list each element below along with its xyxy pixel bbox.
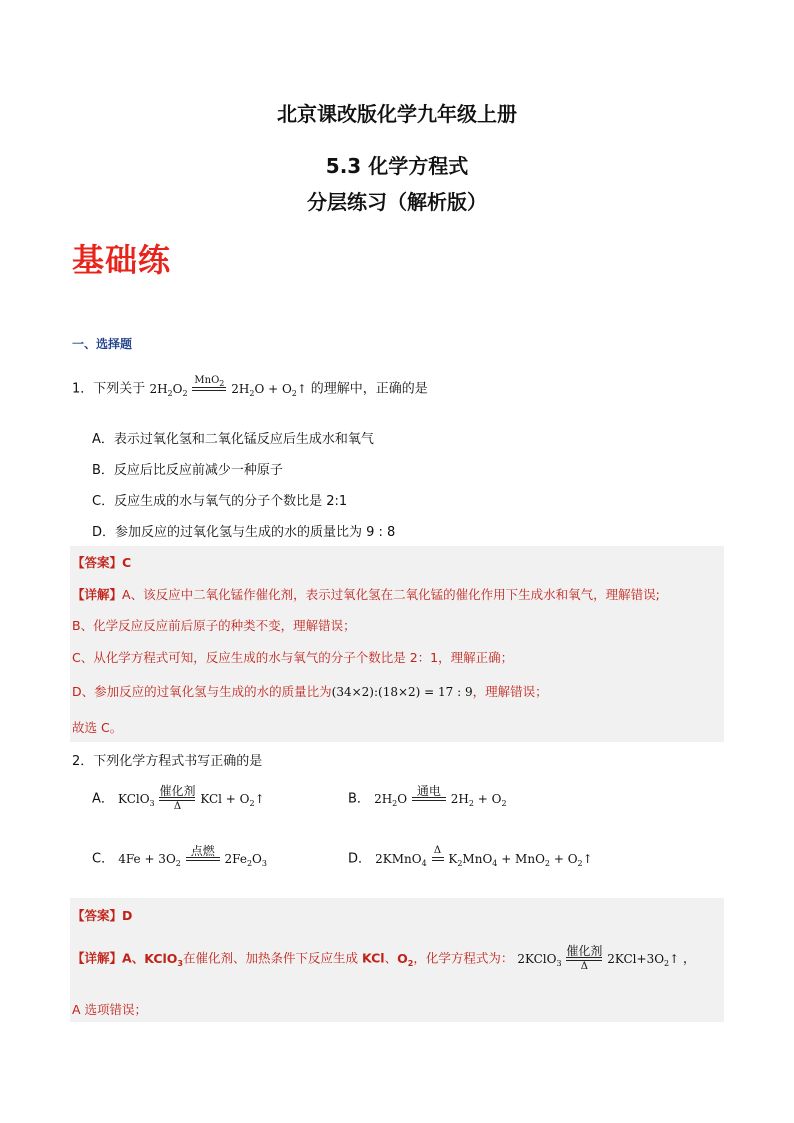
answer-value: C xyxy=(122,555,132,570)
option-c[interactable]: C．反应生成的水与氧气的分子个数比是 2:1 xyxy=(92,494,348,509)
option-2d[interactable]: D． 2KMnO$_4$ Δ $K_2MnO_4 + MnO_2$ + $O_2↑$ xyxy=(348,845,593,868)
detail-conclusion: 故选 C。 xyxy=(72,720,123,735)
document-title: 北京课改版化学九年级上册 xyxy=(277,102,517,126)
answer-line-2: 【答案】D xyxy=(72,908,133,923)
mass-ratio: (34×2):(18×2) = 17 : 9 xyxy=(331,685,473,699)
answer-value-2: D xyxy=(122,908,133,923)
detail-2-line-a: 【详解】A、KClO$_3$在催化剂、加热条件下反应生成 KCl、$O_2$，化学方程式为： 2KClO$_3$ 催化剂 Δ $2KCl+3O_2↑$ ， xyxy=(72,944,696,972)
question-suffix: 的理解中，正确的是 xyxy=(310,381,428,397)
question-type-heading: 一、选择题 xyxy=(72,337,133,351)
option-d[interactable]: D．参加反应的过氧化氢与生成的水的质量比为 9 : 8 xyxy=(92,525,396,540)
exercise-subtitle: 分层练习（解析版） xyxy=(307,190,487,214)
question-prefix: 下列关于 xyxy=(93,381,146,397)
option-a[interactable]: A．表示过氧化氢和二氧化锰反应后生成水和氧气 xyxy=(92,432,374,447)
reaction-condition: MnO$_2$ xyxy=(192,375,226,403)
option-2a[interactable]: A． KClO$_3$ 催化剂 Δ KCl + $O_2↑$ xyxy=(92,784,265,812)
answer-line: 【答案】C xyxy=(72,555,132,570)
detail-line-c: C、从化学方程式可知，反应生成的水与氧气的分子个数比是 2：1，理解正确； xyxy=(72,650,514,665)
option-2c[interactable]: C． $4Fe + 3O_2$ 点燃 $2Fe_2O_3$ xyxy=(92,844,267,868)
option-2b[interactable]: B． $2H_2O$ 通电 $2H_2 + O_2$ xyxy=(348,784,507,808)
detail-line-d: D、参加反应的过氧化氢与生成的水的质量比为(34×2):(18×2) = 17 : 9，理解错误； xyxy=(72,684,548,699)
question-number: 1． xyxy=(72,381,94,397)
question-1-stem xyxy=(72,375,428,403)
question-2-stem: 2．下列化学方程式书写正确的是 xyxy=(72,754,263,769)
lesson-title: 5.3 化学方程式 xyxy=(325,154,469,178)
section-title: 基础练 xyxy=(72,241,172,279)
answer-box xyxy=(70,546,724,742)
option-b[interactable]: B．反应后比反应前减少一种原子 xyxy=(92,463,283,478)
detail-line-b: B、化学反应反应前后原子的种类不变，理解错误； xyxy=(72,618,356,633)
detail-equation: 2KClO$_3$ 催化剂 Δ $2KCl+3O_2↑$ xyxy=(517,944,680,972)
detail-line-a: 【详解】A、该反应中二氧化锰作催化剂，表示过氧化氢在二氧化锰的催化作用下生成水和氧气，理解错误; xyxy=(72,587,660,602)
reaction-equation: $2H_2O_2$ MnO$_2$ $2H_2O$ + $O_2↑$ xyxy=(149,382,310,396)
detail-2-line-b: A 选项错误； xyxy=(72,1002,148,1017)
